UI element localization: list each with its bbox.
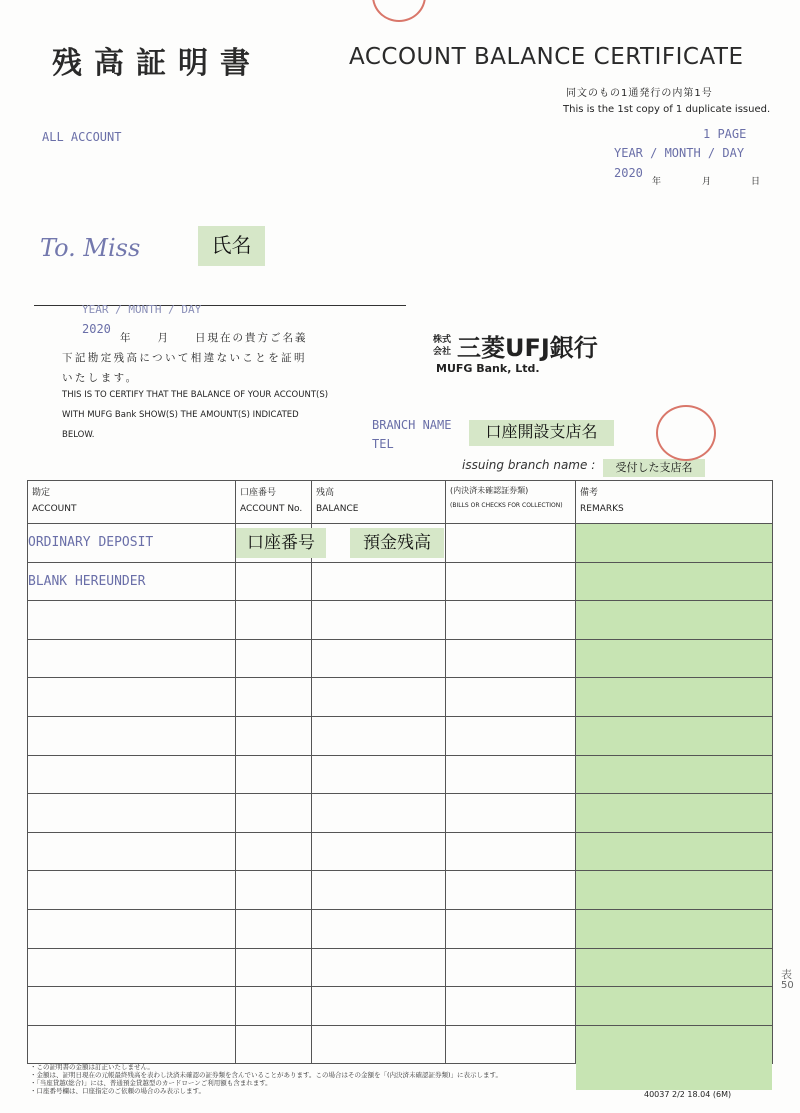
- side-mark-2: 50: [781, 980, 794, 991]
- bank-prefix-bottom: 会社: [433, 347, 452, 357]
- table-row: [28, 755, 773, 794]
- bank-name-jp: 三菱UFJ銀行: [457, 334, 598, 362]
- issuing-branch-placeholder: 受付した支店名: [603, 459, 705, 477]
- table-row: [28, 639, 773, 678]
- certify-year: 2020: [82, 322, 111, 336]
- footnotes: [30, 1063, 502, 1095]
- table-row: [28, 716, 773, 755]
- title-en: ACCOUNT BALANCE CERTIFICATE: [349, 44, 744, 70]
- bank-logo: [433, 330, 633, 360]
- copy-note-en: This is the 1st copy of 1 duplicate issued.: [563, 104, 771, 115]
- remarks-footer-fill: [576, 1055, 772, 1090]
- side-mark-1: 表: [781, 968, 792, 981]
- certify-line2: 下記勘定残高について相違ないことを証明: [62, 352, 307, 364]
- row1-balance: 預金残高: [312, 524, 446, 563]
- all-account-label: ALL ACCOUNT: [42, 130, 122, 144]
- certify-en1: THIS IS TO CERTIFY THAT THE BALANCE OF YOUR ACCOUNT(S): [62, 390, 329, 400]
- title-jp: 残高証明書: [52, 46, 262, 81]
- header-remarks: 備考 REMARKS: [576, 481, 773, 524]
- form-code: 40037 2/2 18.04 (6M): [644, 1090, 732, 1099]
- row1-account: ORDINARY DEPOSIT: [28, 524, 236, 563]
- certify-line3: いたします。: [62, 372, 139, 384]
- issue-year: 2020: [614, 166, 643, 180]
- certify-en3: BELOW.: [62, 430, 95, 440]
- issue-nen: 年: [652, 177, 662, 187]
- row1-remarks: [576, 524, 773, 563]
- row1-account-no: 口座番号: [236, 524, 312, 563]
- header-bills: (内決済未確認証券類) (BILLS OR CHECKS FOR COLLECTION): [446, 481, 576, 524]
- table-row: [28, 601, 773, 640]
- bank-prefix-top: 株式: [433, 335, 452, 345]
- certify-line1: 年 月 日現在の貴方ご名義: [120, 332, 308, 344]
- table-row: [28, 678, 773, 717]
- balance-table: [27, 480, 773, 1064]
- top-seal-stamp: [372, 0, 426, 22]
- issue-tsuki: 月: [702, 177, 712, 187]
- date-header: YEAR / MONTH / DAY: [614, 146, 745, 160]
- table-row: [28, 909, 773, 948]
- table-row: [28, 948, 773, 987]
- issue-nichi: 日: [751, 177, 761, 187]
- table-row: [28, 524, 773, 563]
- footnote-4: ・口座番号欄は、口座指定のご依頼の場合のみ表示します。: [30, 1087, 205, 1095]
- header-account-no: 口座番号 ACCOUNT No.: [236, 481, 312, 524]
- table-row: [28, 832, 773, 871]
- row2-account: BLANK HEREUNDER: [28, 562, 236, 601]
- page-count: 1 PAGE: [703, 127, 747, 141]
- tel-label: TEL: [372, 437, 394, 451]
- recipient-name-placeholder: 氏名: [198, 226, 265, 266]
- copy-note-jp: 同文のもの1通発行の内第1号: [566, 88, 713, 99]
- bank-name-en: MUFG Bank, Ltd.: [436, 362, 540, 375]
- table-row: [28, 562, 773, 601]
- certify-en2: WITH MUFG Bank SHOW(S) THE AMOUNT(S) INDICATED: [62, 410, 299, 420]
- footnote-1: ・この証明書の金額は訂正いたしません。: [30, 1063, 154, 1071]
- table-row: [28, 987, 773, 1026]
- table-header-row: [28, 481, 773, 524]
- recipient-to: To. Miss: [40, 234, 141, 262]
- header-account: 勘定 ACCOUNT: [28, 481, 236, 524]
- branch-seal-stamp: [656, 405, 716, 461]
- footnote-3: ・「当座貸越(総合)」には、普通預金貸越型のカードローンご利用額も含まれます。: [30, 1079, 272, 1087]
- issuing-branch-label: issuing branch name :: [462, 458, 596, 472]
- branch-name-placeholder: 口座開設支店名: [469, 420, 614, 446]
- header-balance: 残高 BALANCE: [312, 481, 446, 524]
- footnote-2: ・金額は、証明日現在の元帳最終残高を表わし決済未確認の証券類を含んでいることがあります。この場合はその金額を「(内決済未確認証券類)」に表示します。: [30, 1071, 503, 1079]
- table-row: [28, 871, 773, 910]
- table-row: [28, 794, 773, 833]
- certify-date-header: YEAR / MONTH / DAY: [82, 303, 202, 316]
- branch-name-label: BRANCH NAME: [372, 418, 452, 432]
- row1-bills: [446, 524, 576, 563]
